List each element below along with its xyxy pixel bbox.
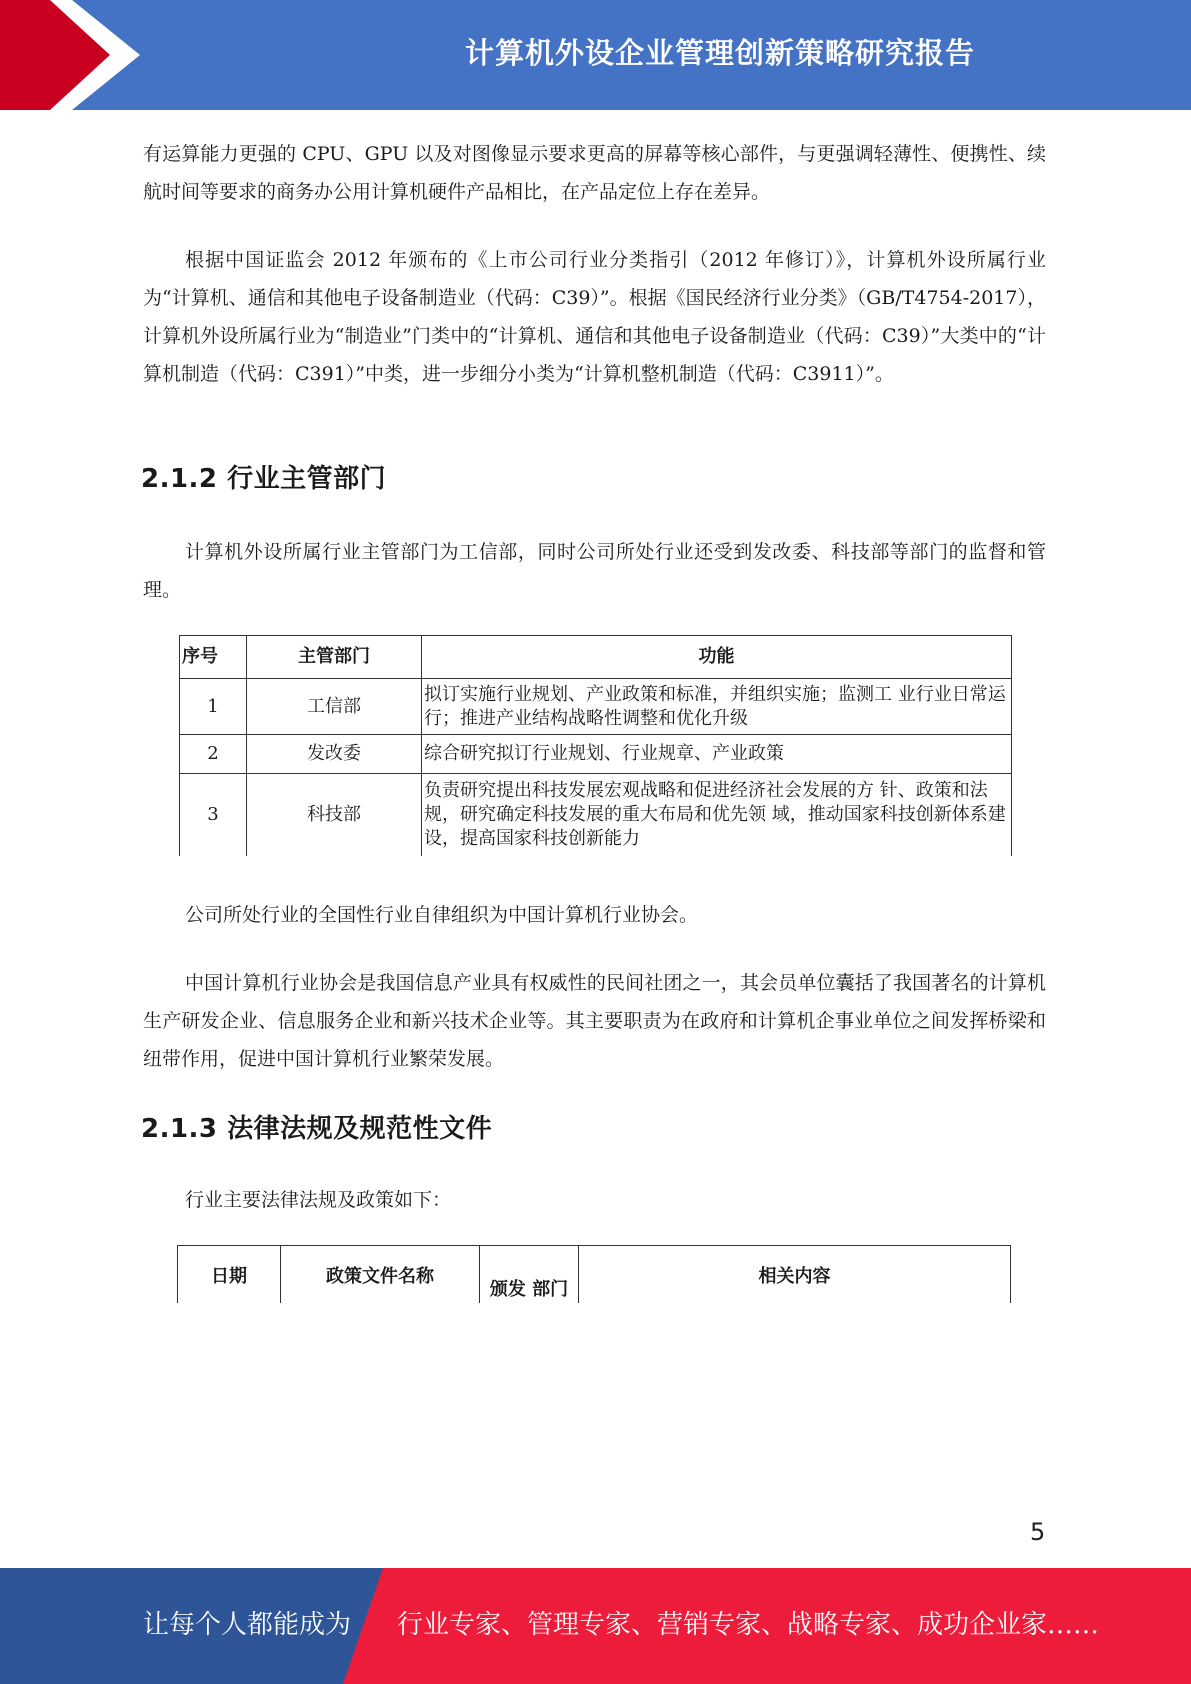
table-row xyxy=(180,735,1012,774)
cell-no: 1 xyxy=(180,679,247,735)
column-header-content: 相关内容 xyxy=(579,1246,1011,1304)
paragraph-laws-intro: 行业主要法律法规及政策如下： xyxy=(185,1189,452,1211)
section-heading-2-1-3: 2.1.3 法律法规及规范性文件 xyxy=(141,1114,493,1144)
policy-table xyxy=(177,1245,1011,1303)
report-title: 计算机外设企业管理创新策略研究报告 xyxy=(464,35,975,70)
header-arrow-icon xyxy=(0,0,160,110)
cell-no: 3 xyxy=(180,774,247,856)
cell-no: 2 xyxy=(180,735,247,774)
table-header-row xyxy=(180,636,1012,679)
paragraph-industry-classification: 根据中国证监会 2012 年颁布的《上市公司行业分类指引（2012 年修订）》，计算机外设所属行业为“计算机、通信和其他电子设备制造业（代码：C39）”。根据《国民经济行业分类》（GB/T4754-2017），计算机外设所属行业为“制造业”门类中的“计算机、通信和其他电子设备制造业（代码：C39）”大类中的“计算机制造（代码：C391）”中类，进一步细分小类为“计算机整机制造（代码：C3911）”。 xyxy=(143,249,1046,385)
header-band xyxy=(0,0,1191,110)
cell-dept: 发改委 xyxy=(247,735,422,774)
cell-function: 拟订实施行业规划、产业政策和标准，并组织实施；监测工 业行业日常运行；推进产业结构战略性调整和优化升级 xyxy=(422,679,1012,735)
paragraph-regulators: 计算机外设所属行业主管部门为工信部，同时公司所处行业还受到发改委、科技部等部门的监督和管理。 xyxy=(143,541,1046,601)
column-header-issuing-dept: 颁发 部门 xyxy=(480,1246,579,1304)
regulator-table xyxy=(179,635,1012,856)
cell-function: 负责研究提出科技发展宏观战略和促进经济社会发展的方 针、政策和法规，研究确定科技发展的重大布局和优先领 域，推动国家科技创新体系建设，提高国家科技创新能力 xyxy=(422,774,1012,856)
footer-slogan-right: 行业专家、管理专家、营销专家、战略专家、成功企业家…… xyxy=(397,1610,1100,1640)
column-header-date: 日期 xyxy=(178,1246,281,1304)
footer-slogan-left: 让每个人都能成为 xyxy=(143,1610,352,1640)
table-row xyxy=(180,774,1012,856)
paragraph-product-positioning: 有运算能力更强的 CPU、GPU 以及对图像显示要求更高的屏幕等核心部件，与更强调轻薄性、便携性、续航时间等要求的商务办公用计算机硬件产品相比，在产品定位上存在差异。 xyxy=(143,143,1046,203)
cell-dept: 工信部 xyxy=(247,679,422,735)
column-header-policy-name: 政策文件名称 xyxy=(281,1246,480,1304)
cell-dept: 科技部 xyxy=(247,774,422,856)
table-row xyxy=(180,679,1012,735)
column-header-no: 序号 xyxy=(180,636,247,679)
paragraph-self-regulatory-org: 公司所处行业的全国性行业自律组织为中国计算机行业协会。 xyxy=(185,904,699,926)
table-header-row xyxy=(178,1246,1011,1304)
page-number: 5 xyxy=(1030,1518,1046,1546)
section-heading-2-1-2: 2.1.2 行业主管部门 xyxy=(141,464,387,494)
column-header-function: 功能 xyxy=(422,636,1012,679)
column-header-dept: 主管部门 xyxy=(247,636,422,679)
cell-function: 综合研究拟订行业规划、行业规章、产业政策 xyxy=(422,735,1012,774)
paragraph-association: 中国计算机行业协会是我国信息产业具有权威性的民间社团之一，其会员单位囊括了我国著名的计算机生产研发企业、信息服务企业和新兴技术企业等。其主要职责为在政府和计算机企事业单位之间发挥桥梁和纽带作用，促进中国计算机行业繁荣发展。 xyxy=(143,972,1046,1070)
